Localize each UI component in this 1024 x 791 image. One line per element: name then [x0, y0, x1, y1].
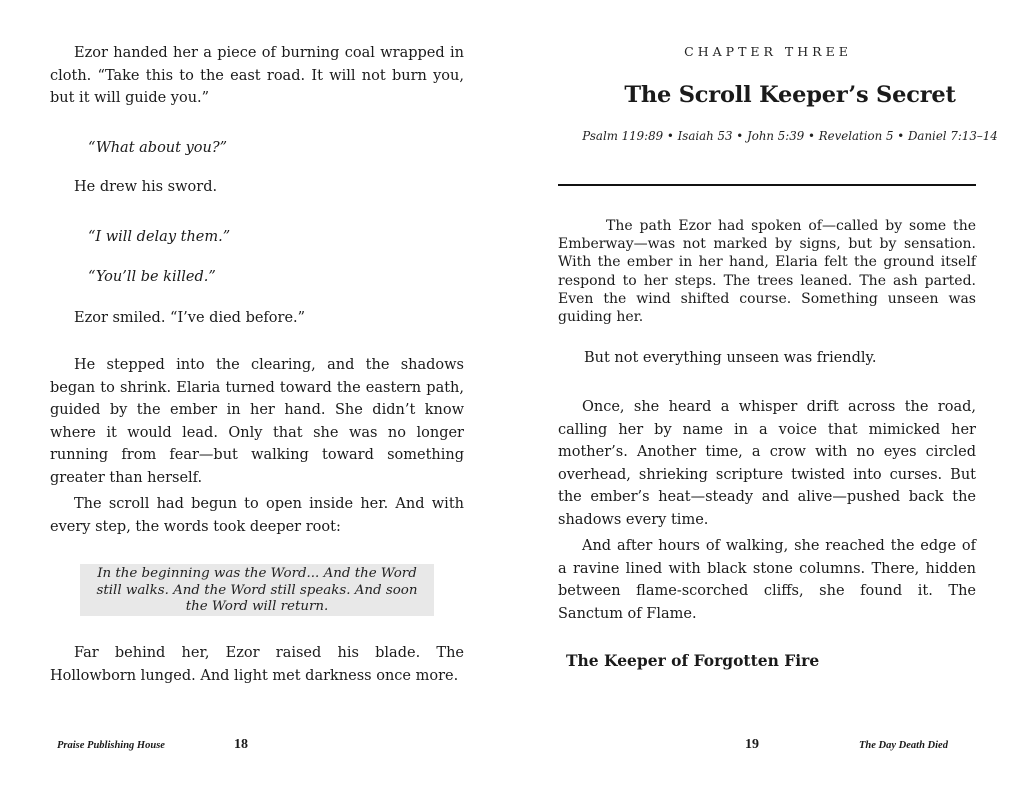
- right-page: [512, 0, 1024, 791]
- paragraph: He stepped into the clearing, and the shadows began to shrink. Elaria turned toward the eastern path, guided by the ember in her hand. She didn’t know where it would lead. Only that she was no longer running from fear—but walking toward something greater than herself.: [50, 357, 464, 486]
- chapter-divider: [558, 184, 976, 186]
- paragraph: Far behind her, Ezor raised his blade. The Hollowborn lunged. And light met darkness once more.: [50, 645, 464, 684]
- dialogue-line: “You’ll be killed.”: [88, 269, 216, 285]
- chapter-title: The Scroll Keeper’s Secret: [624, 82, 956, 108]
- paragraph: And after hours of walking, she reached the edge of a ravine lined with black stone columns. There, hidden between flame-scorched cliffs, she found it. The Sanctum of Flame.: [558, 538, 976, 622]
- chapter-label: CHAPTER THREE: [684, 44, 852, 59]
- paragraph: The path Ezor had spoken of—called by some the Emberway—was not marked by signs, but by sensation. With the ember in her hand, Elaria felt the ground itself respond to her steps. The trees leaned. The ash parted. Even the wind shifted course. Something unseen was guiding her.: [558, 218, 976, 326]
- paragraph: Ezor smiled. “I’ve died before.”: [74, 310, 306, 326]
- paragraph: But not everything unseen was friendly.: [584, 350, 877, 366]
- footer-book-title: The Day Death Died: [859, 740, 948, 751]
- footer-publisher: Praise Publishing House: [57, 740, 165, 751]
- paragraph: He drew his sword.: [74, 179, 218, 195]
- page-number: 18: [234, 737, 248, 752]
- paragraph: The scroll had begun to open inside her. And with every step, the words took deeper root:: [50, 496, 464, 535]
- dialogue-line: “I will delay them.”: [88, 229, 231, 245]
- page-number: 19: [745, 737, 759, 752]
- paragraph: Once, she heard a whisper drift across the road, calling her by name in a voice that mimicked her mother’s. Another time, a crow with no eyes circled overhead, shrieking scripture twisted into curses. But the ember’s heat—steady and alive—pushed back the shadows every time.: [558, 399, 976, 528]
- scripture-quote-box: In the beginning was the Word... And the Word still walks. And the Word still speaks. And soon the Word will return.: [80, 564, 434, 616]
- paragraph: Ezor handed her a piece of burning coal wrapped in cloth. “Take this to the east road. It will not burn you, but it will guide you.”: [50, 45, 464, 106]
- scripture-references: Psalm 119:89 • Isaiah 53 • John 5:39 • Revelation 5 • Daniel 7:13–14: [582, 129, 998, 143]
- section-heading: The Keeper of Forgotten Fire: [566, 651, 820, 670]
- dialogue-line: “What about you?”: [88, 140, 228, 156]
